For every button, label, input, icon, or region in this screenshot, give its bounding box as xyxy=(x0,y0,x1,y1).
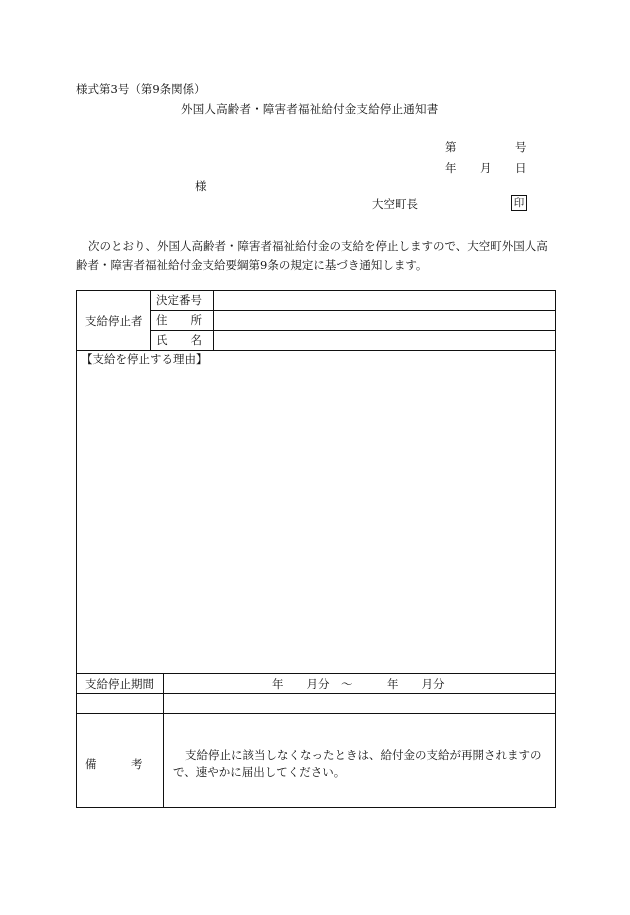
address-label: 住 所 xyxy=(156,313,202,327)
column-divider xyxy=(150,291,151,350)
form-number: 様式第3号（第9条関係） xyxy=(76,82,206,96)
row-divider xyxy=(77,713,555,714)
notice-body-text: 次のとおり、外国人高齢者・障害者福祉給付金の支給を停止しますので、大空町外国人高齢者・障害者福祉給付金支給要綱第9条の規定に基づき通知します。 xyxy=(76,239,548,272)
recipient-label: 支給停止者 xyxy=(85,314,143,328)
seal-mark: 印 xyxy=(511,195,527,211)
decision-number-label: 決定番号 xyxy=(156,293,202,307)
document-number-suffix: 号 xyxy=(515,140,527,154)
row-divider xyxy=(77,350,555,351)
date-month-label: 月 xyxy=(480,161,492,175)
issuer-name: 大空町長 xyxy=(372,197,418,211)
row-divider xyxy=(150,310,556,311)
column-divider xyxy=(213,291,214,350)
date-year-label: 年 xyxy=(445,161,457,175)
row-divider xyxy=(150,330,556,331)
row-divider xyxy=(77,673,555,674)
document-title: 外国人高齢者・障害者福祉給付金支給停止通知書 xyxy=(181,102,439,116)
notice-table xyxy=(76,290,556,808)
document-number-prefix: 第 xyxy=(445,140,457,154)
period-label: 支給停止期間 xyxy=(85,677,154,691)
remarks-text: 支給停止に該当しなくなったときは、給付金の支給が再開されますので、速やかに届出してください。 xyxy=(173,748,542,779)
date-day-label: 日 xyxy=(515,161,527,175)
name-label: 氏 名 xyxy=(156,333,202,347)
remarks-label: 備 考 xyxy=(85,757,143,771)
period-range: 年 月分 ～ 年 月分 xyxy=(272,677,445,691)
addressee-honorific: 様 xyxy=(195,179,207,193)
reason-label: 【支給を停止する理由】 xyxy=(81,352,208,366)
column-divider xyxy=(163,673,164,807)
row-divider xyxy=(77,693,555,694)
